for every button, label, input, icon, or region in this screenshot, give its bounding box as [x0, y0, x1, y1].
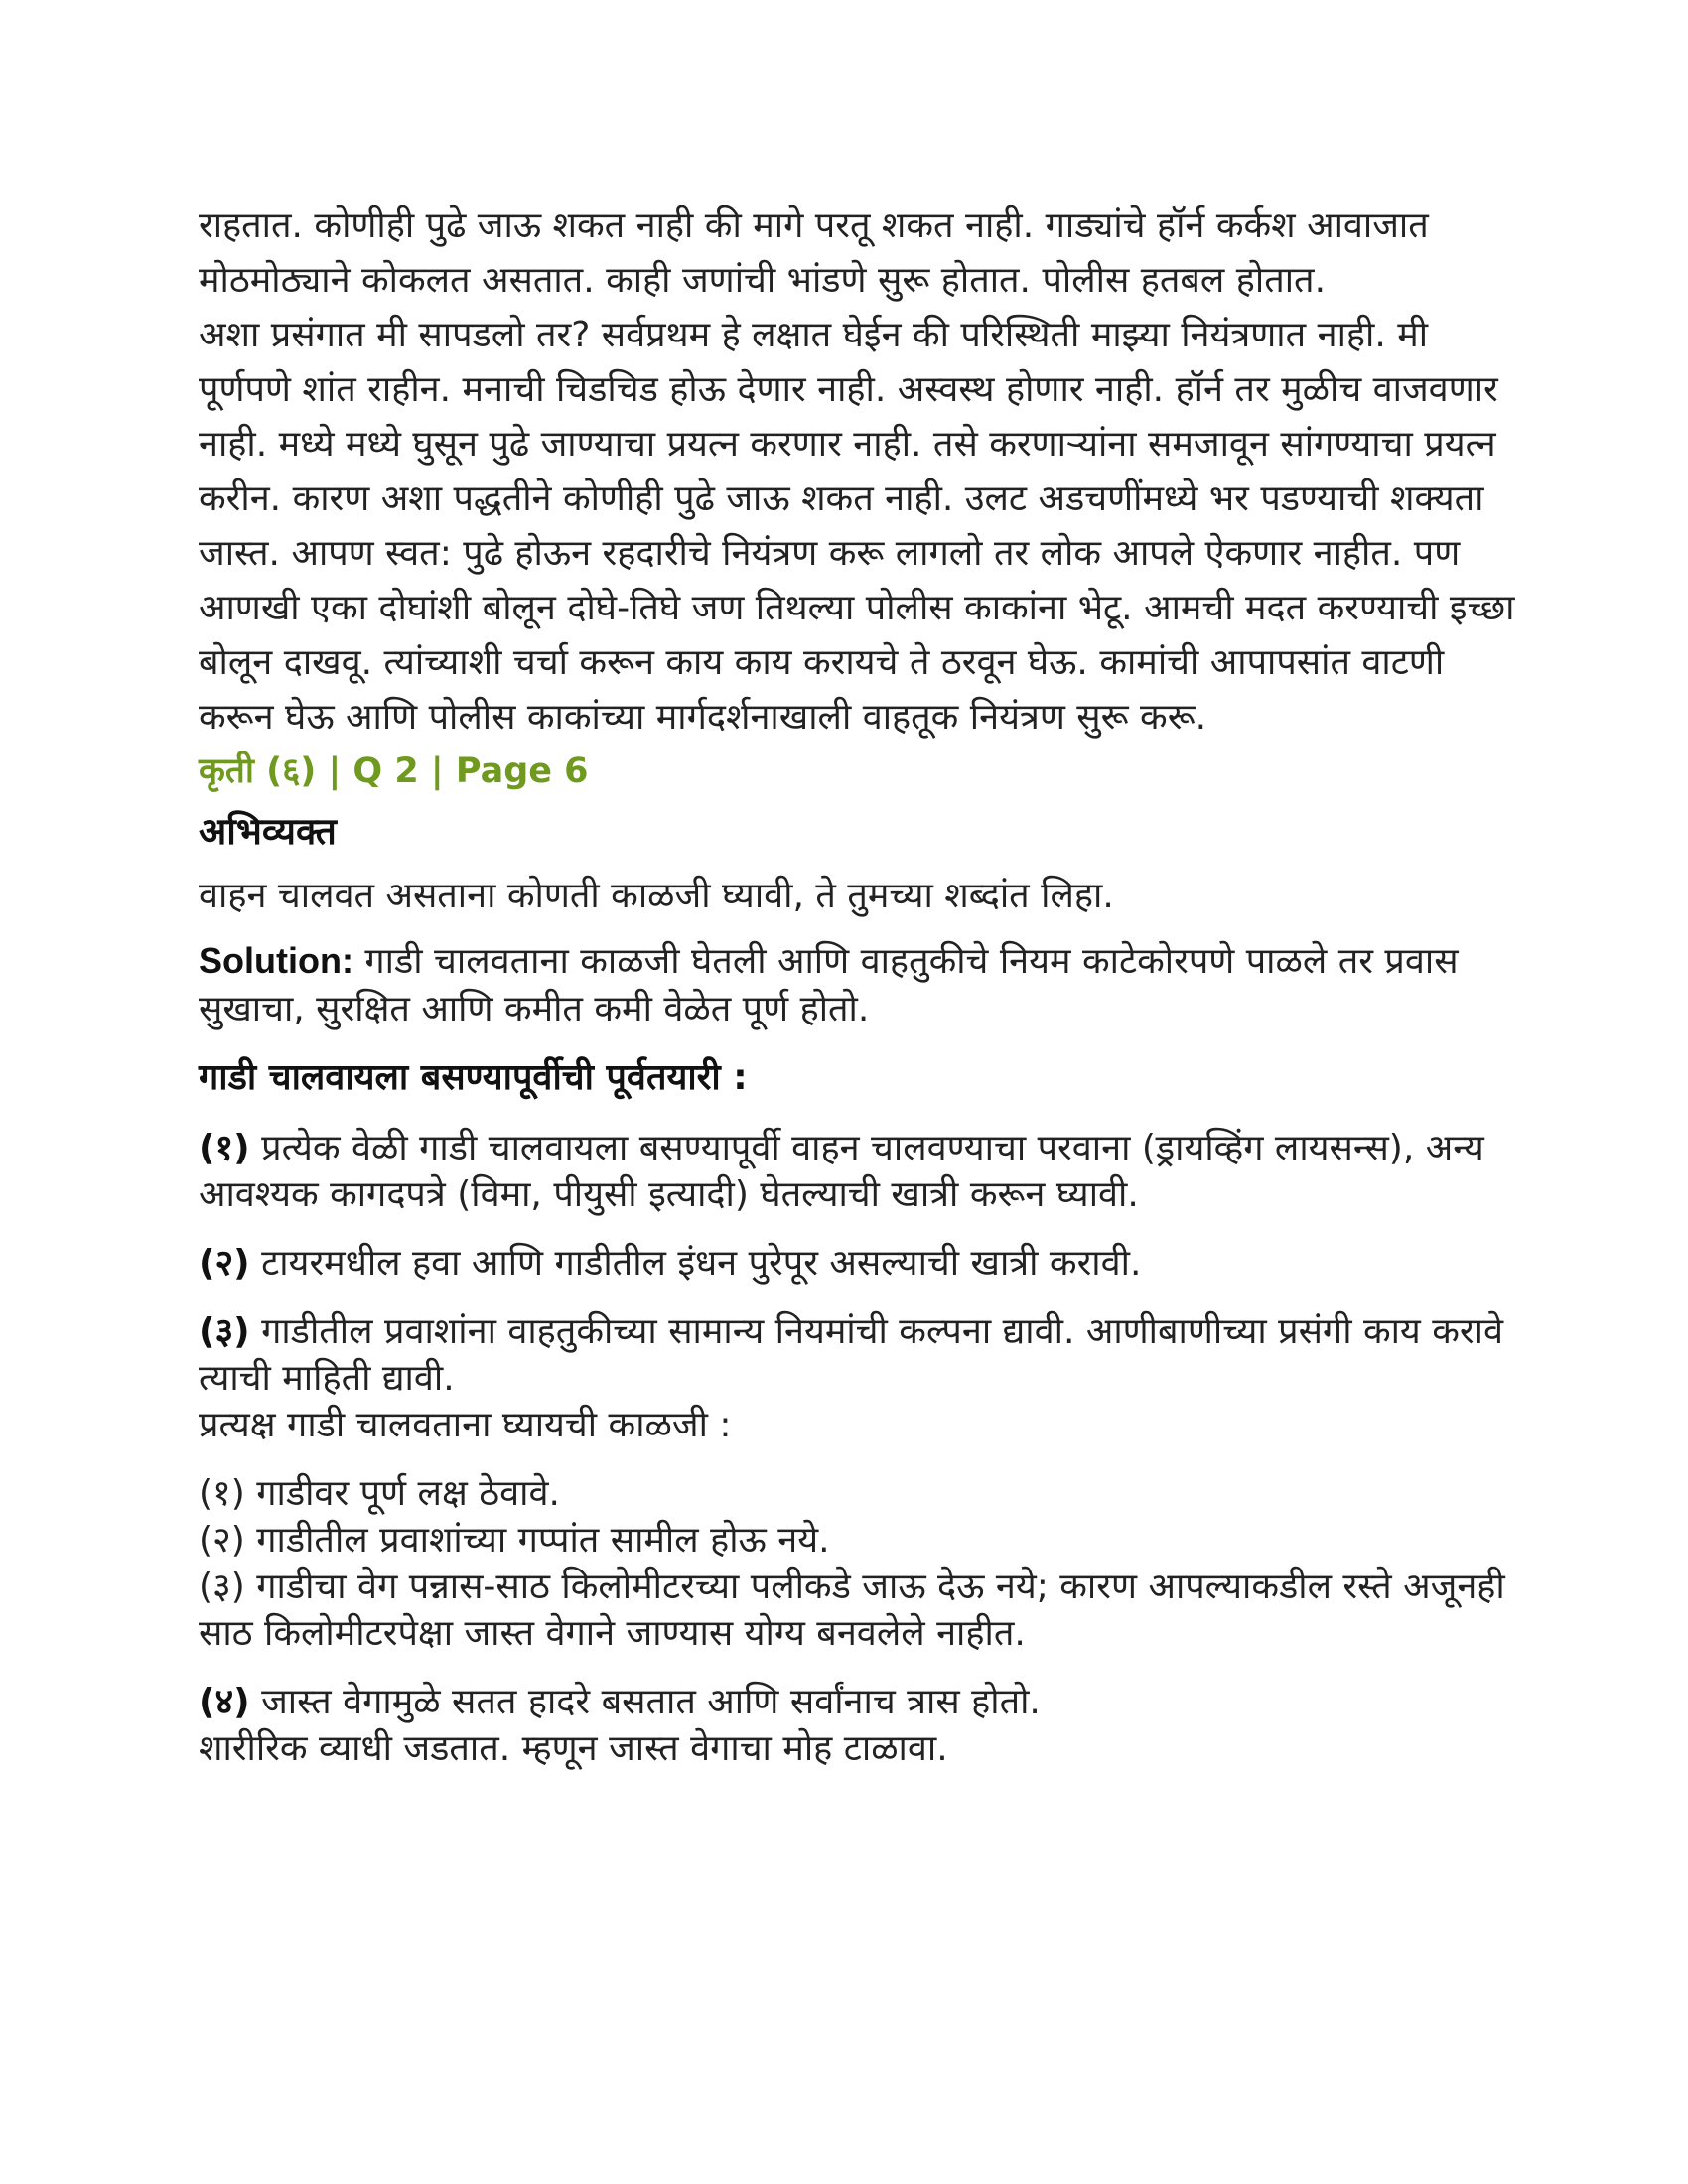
item-number: (३) [199, 1311, 250, 1352]
driving-care-item-3: (३) गाडीचा वेग पन्नास-साठ किलोमीटरच्या पलीकडे जाऊ देऊ नये; कारण आपल्याकडील रस्ते अजूनही साठ किलोमीटरपेक्षा जास्त वेगाने जाण्यास योग्य बनवलेले नाहीत. [199, 1567, 1505, 1654]
intro-paragraph-1: राहतात. कोणीही पुढे जाऊ शकत नाही की मागे परतू शकत नाही. गाड्यांचे हॉर्न कर्कश आवाजात मोठमोठ्याने कोकलत असतात. काही जणांची भांडणे सुरू होतात. पोलीस हतबल होतात. [199, 205, 1429, 301]
preparation-item-3 [199, 1308, 1519, 1402]
solution-label: Solution: [199, 940, 353, 981]
section-heading: अभिव्यक्त [199, 810, 337, 853]
intro-paragraph-2: अशा प्रसंगात मी सापडलो तर? सर्वप्रथम हे लक्षात घेईन की परिस्थिती माझ्या नियंत्रणात नाही. मी पूर्णपणे शांत राहीन. मनाची चिडचिड होऊ देणार नाही. अस्वस्थ होणार नाही. हॉर्न तर मुळीच वाजवणार नाही. मध्ये मध्ये घुसून पुढे जाण्याचा प्रयत्न करणार नाही. तसे करणाऱ्यांना समजावून सांगण्याचा प्रयत्न करीन. कारण अशा पद्धतीने कोणीही पुढे जाऊ शकत नाही. उलट अडचणींमध्ये भर पडण्याची शक्यता जास्त. आपण स्वत: पुढे होऊन रहदारीचे नियंत्रण करू लागलो तर लोक आपले ऐकणार नाहीत. पण आणखी एका दोघांशी बोलून दोघे-तिघे जण तिथल्या पोलीस काकांना भेटू. आमची मदत करण्याची इच्छा बोलून दाखवू. त्यांच्याशी चर्चा करून काय काय करायचे ते ठरवून घेऊ. कामांची आपापसांत वाटणी करून घेऊ आणि पोलीस काकांच्या मार्गदर्शनाखाली वाहतूक नियंत्रण सुरू करू. [199, 315, 1515, 738]
item-text: प्रत्येक वेळी गाडी चालवायला बसण्यापूर्वी वाहन चालवण्याचा परवाना (ड्रायव्हिंग लायसन्स), अन्य आवश्यक कागदपत्रे (विमा, पीयुसी इत्यादी) घेतल्याची खात्री करून घ्यावी. [199, 1128, 1484, 1215]
document-page [199, 199, 1519, 1772]
item-text: जास्त वेगामुळे सतत हादरे बसतात आणि सर्वांनाच त्रास होतो. [261, 1682, 1041, 1722]
driving-care-item-4 [199, 1679, 1519, 1725]
item-text: गाडीतील प्रवाशांना वाहतुकीच्या सामान्य नियमांची कल्पना द्यावी. आणीबाणीच्या प्रसंगी काय करावे त्याची माहिती द्यावी. [199, 1311, 1503, 1399]
item-number: (४) [199, 1682, 250, 1722]
item-number: (२) [199, 1243, 250, 1284]
question-reference-link[interactable]: कृती (६) | Q 2 | Page 6 [199, 751, 589, 791]
preparation-item-2 [199, 1240, 1519, 1287]
driving-care-item-2: (२) गाडीतील प्रवाशांच्या गप्पांत सामील होऊ नये. [199, 1520, 830, 1561]
solution-text: गाडी चालवताना काळजी घेतली आणि वाहतुकीचे नियम काटेकोरपणे पाळले तर प्रवास सुखाचा, सुरक्षित आणि कमीत कमी वेळेत पूर्ण होतो. [199, 941, 1459, 1029]
item-text: टायरमधील हवा आणि गाडीतील इंधन पुरेपूर असल्याची खात्री करावी. [261, 1243, 1142, 1284]
preparation-heading: गाडी चालवायला बसण्यापूर्वीची पूर्वतयारी : [199, 1057, 748, 1098]
item-number: (१) [199, 1128, 250, 1168]
preparation-item-1 [199, 1125, 1519, 1218]
solution-paragraph [199, 937, 1519, 1033]
driving-care-heading: प्रत्यक्ष गाडी चालवताना घ्यायची काळजी : [199, 1405, 732, 1445]
item-4-continuation: शारीरिक व्याधी जडतात. म्हणून जास्त वेगाचा मोह टाळावा. [199, 1728, 948, 1769]
driving-care-list [199, 1470, 1519, 1657]
driving-care-item-1: (१) गाडीवर पूर्ण लक्ष ठेवावे. [199, 1473, 560, 1514]
question-text: वाहन चालवत असताना कोणती काळजी घ्यावी, ते तुमच्या शब्दांत लिहा. [199, 876, 1114, 916]
